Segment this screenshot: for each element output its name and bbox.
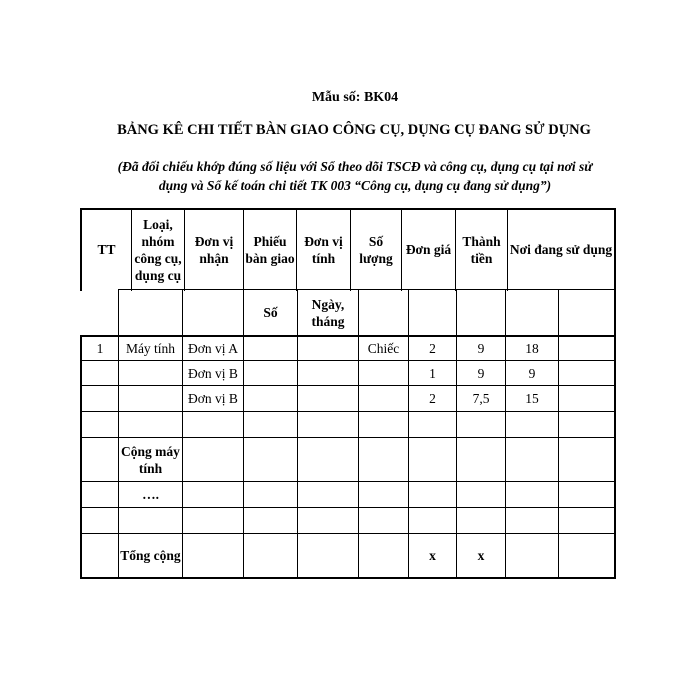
row1-category: Máy tính [125,341,176,356]
total-unit-price: x [429,548,436,563]
col-line [614,208,616,291]
header-location: Nơi đang sử dụng [509,242,613,257]
subtitle-line-1: (Đã đối chiếu khớp đúng số liệu với Sổ theo dõi TSCĐ và công cụ, dụng cụ tại nơi sử [117,159,593,174]
row2-amount: 9 [528,365,536,381]
row3-unit-price: 7,5 [472,391,490,406]
row1-unit-measure: Chiếc [367,341,400,356]
row2-quantity: 1 [429,365,436,381]
total-label: Tổng cộng [120,548,181,563]
header-category: Loại, nhóm công cụ, dụng cụ [134,216,182,283]
header-tt: TT [97,242,116,257]
header-voucher-number: Số [263,305,278,320]
table-border-bottom [80,577,616,579]
header-voucher: Phiếu bàn giao [245,233,295,266]
row-line [80,411,616,412]
header-voucher-date: Ngày, tháng [311,296,345,329]
col-line [80,335,82,579]
col-line [614,289,616,579]
header-quantity: Số lượng [359,233,393,266]
row3-quantity: 2 [429,391,436,406]
col-line [558,289,559,579]
row3-amount: 15 [525,391,539,406]
col-line [358,289,359,579]
col-line [505,289,506,579]
subtotal-label: Cộng máy tính [121,443,180,476]
row-line [80,507,616,508]
header-amount: Thành tiền [462,233,501,266]
row1-tt: 1 [96,341,104,356]
row3-unit-received: Đơn vị B [188,391,238,406]
row1-amount: 18 [525,341,539,356]
row2-unit-price: 9 [477,365,485,381]
row2-unit-received: Đơn vị B [188,365,238,381]
header-unit-measure: Đơn vị tính [304,233,343,266]
header-split-line [118,289,616,290]
subtitle-line-2: dụng và Sổ kế toán chi tiết TK 003 “Công cụ, dụng cụ đang sử dụng”) [158,178,552,193]
form-number: Mẫu số: BK04 [311,90,399,105]
header-unit-price: Đơn giá [405,242,452,257]
ellipsis-row: …. [142,487,159,502]
row1-unit-received: Đơn vị A [188,341,238,356]
total-amount: x [477,548,485,563]
col-line [182,289,183,579]
row1-quantity: 2 [429,341,436,356]
page-title: BẢNG KÊ CHI TIẾT BÀN GIAO CÔNG CỤ, DỤNG CỤ ĐANG SỬ DỤNG [117,122,591,138]
subtitle [60,157,650,195]
header-unit-received: Đơn vị nhận [194,233,234,266]
row1-unit-price: 9 [477,341,485,356]
